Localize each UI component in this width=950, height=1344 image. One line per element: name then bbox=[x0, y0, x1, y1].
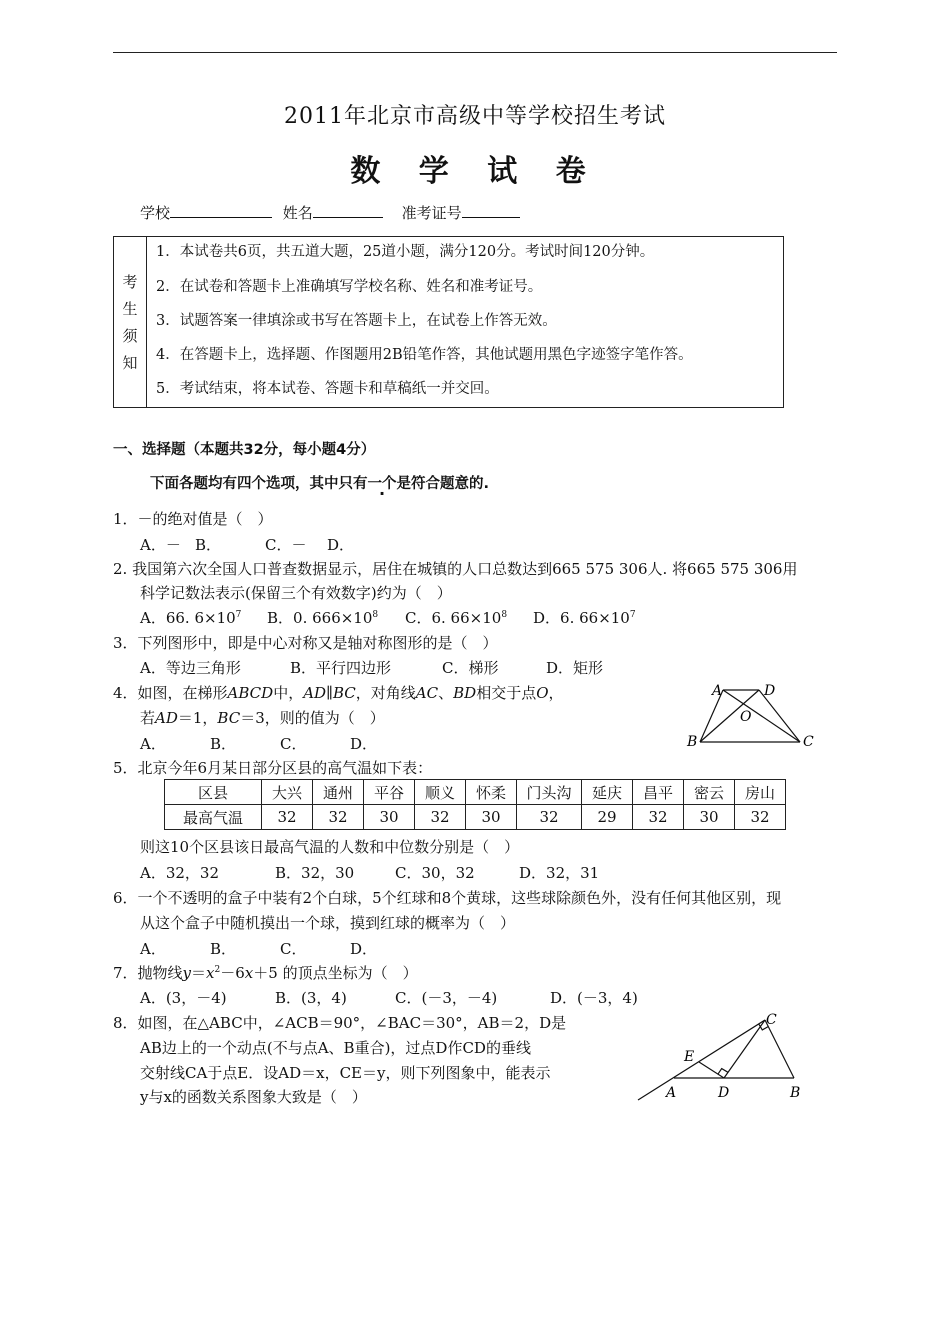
question-1-options bbox=[140, 534, 354, 555]
question-4-line2: 若AD＝1，BC＝3，则的值为（ ） bbox=[140, 709, 385, 727]
diagonal-ac bbox=[723, 690, 800, 742]
name-label: 姓名 bbox=[282, 204, 313, 222]
table-header-row: 区县 大兴 通州 平谷 顺义 怀柔 门头沟 延庆 昌平 密云 房山 bbox=[165, 780, 786, 805]
question-5-options bbox=[140, 862, 599, 883]
top-rule bbox=[113, 52, 837, 53]
option-d[interactable]: D．矩形 bbox=[546, 659, 604, 677]
label-a: A bbox=[712, 683, 723, 699]
option-c[interactable]: C．6. $66\times 10^8$ bbox=[405, 609, 508, 627]
option-c[interactable]: C．30，32 bbox=[395, 864, 475, 882]
exam-title: 2011年北京市高级中等学校招生考试 bbox=[284, 104, 666, 129]
question-6-line2: 从这个盒子中随机摸出一个球，摸到红球的概率为（ ） bbox=[140, 914, 516, 932]
option-c[interactable]: C．梯形 bbox=[442, 659, 499, 677]
option-b[interactable]: B． bbox=[210, 940, 237, 958]
label-o: O bbox=[740, 709, 752, 725]
notice-item: 5．考试结束，将本试卷、答题卡和草稿纸一并交回。 bbox=[156, 381, 499, 397]
segment-cd bbox=[724, 1020, 765, 1078]
option-b[interactable]: B．32，30 bbox=[275, 864, 355, 882]
label-c: C bbox=[803, 734, 814, 750]
label-a: A bbox=[666, 1085, 677, 1101]
question-3-options bbox=[140, 657, 603, 678]
table-row: 最高气温 32 32 30 32 30 32 29 32 30 32 bbox=[165, 805, 786, 830]
exam-number-label: 准考证号 bbox=[401, 204, 462, 222]
label-d: D bbox=[764, 683, 776, 699]
question-8-line1: 8．如图，在△ABC中，∠ACB＝90°，∠BAC＝30°，AB＝2，D是 bbox=[113, 1014, 567, 1032]
notice-item: 3．试题答案一律填涂或书写在答题卡上，在试卷上作答无效。 bbox=[156, 313, 557, 329]
school-label: 学校 bbox=[140, 204, 171, 222]
ray-ca bbox=[638, 1020, 765, 1100]
option-a[interactable]: A．32，32 bbox=[140, 864, 220, 882]
option-b[interactable]: B．平行四边形 bbox=[290, 659, 392, 677]
option-c[interactable]: C．－ bbox=[265, 536, 307, 554]
question-4-line1: 4．如图，在梯形ABCD中，AD∥BC，对角线AC、BD相交于点O， bbox=[113, 684, 564, 702]
label-e: E bbox=[684, 1049, 695, 1065]
segment-cb bbox=[765, 1020, 794, 1078]
label-d: D bbox=[718, 1085, 730, 1101]
paper-title: 数 学 试 卷 bbox=[350, 154, 600, 189]
option-a[interactable]: A．66. $6\times 10^7$ bbox=[140, 609, 242, 627]
label-c: C bbox=[766, 1012, 777, 1028]
option-a[interactable]: A． bbox=[140, 940, 166, 958]
question-5-stem: 5．北京今年6月某日部分区县的高气温如下表： bbox=[113, 759, 433, 777]
question-4-options bbox=[140, 733, 377, 754]
question-2-options bbox=[140, 607, 636, 628]
question-1-stem: 1．－的绝对值是（ ） bbox=[113, 510, 273, 528]
option-a[interactable]: A．等边三角形 bbox=[140, 659, 241, 677]
option-b[interactable]: B．(3，4) bbox=[275, 989, 347, 1007]
question-6-options bbox=[140, 938, 377, 959]
question-2-line1: 2. 我国第六次全国人口普查数据显示，居住在城镇的人口总数达到665 575 306人. 将665 575 306用 bbox=[113, 560, 798, 578]
name-field[interactable] bbox=[313, 203, 383, 218]
question-6-line1: 6．一个不透明的盒子中装有2个白球，5个红球和8个黄球，这些球除颜色外，没有任何其他区别，现 bbox=[113, 889, 782, 907]
right-angle-d bbox=[718, 1069, 728, 1075]
notice-item: 4．在答题卡上，选择题、作图题用2B铅笔作答，其他试题用黑色字迹签字笔作答。 bbox=[156, 347, 693, 363]
candidate-notice-box bbox=[113, 236, 784, 408]
option-b[interactable]: B．0. $666\times 10^8$ bbox=[267, 609, 379, 627]
question-3-stem: 3．下列图形中，即是中心对称又是轴对称图形的是（ ） bbox=[113, 634, 498, 652]
section-instruction: 下面各题均有四个选项，其中只有一个是符合题意的. bbox=[150, 476, 490, 492]
candidate-fields bbox=[140, 202, 526, 223]
question-5-after: 则这10个区县该日最高气温的人数和中位数分别是（ ） bbox=[140, 838, 520, 856]
option-c[interactable]: C． bbox=[280, 735, 307, 753]
option-c[interactable]: C．(－3，－4) bbox=[395, 989, 498, 1007]
option-d[interactable]: D．(－3，4) bbox=[550, 989, 638, 1007]
question-8-line3: 交射线CA于点E．设AD＝x，CE＝y，则下列图象中，能表示 bbox=[140, 1064, 551, 1082]
question-8-line4: y与x的函数关系图象大致是（ ） bbox=[140, 1088, 367, 1106]
question-7-stem: 7．抛物线$y=x^2-6x+5$ 的顶点坐标为（ ） bbox=[113, 964, 418, 982]
temperature-table bbox=[164, 779, 786, 830]
option-b[interactable]: B． bbox=[210, 735, 237, 753]
section-title: 一、选择题（本题共32分，每小题4分） bbox=[113, 442, 376, 458]
question-2-line2: 科学记数法表示(保留三个有效数字)约为（ ） bbox=[140, 584, 452, 602]
question-8-line2: AB边上的一个动点(不与点A、B重合)，过点D作CD的垂线 bbox=[140, 1039, 531, 1057]
notice-item: 1．本试卷共6页，共五道大题，25道小题，满分120分。考试时间120分钟。 bbox=[156, 244, 655, 260]
label-b: B bbox=[687, 734, 698, 750]
exam-number-field[interactable] bbox=[462, 203, 520, 218]
option-a[interactable]: A． bbox=[140, 735, 166, 753]
notice-side-label: 考 生 须 知 bbox=[114, 237, 147, 407]
option-d[interactable]: D．32，31 bbox=[519, 864, 600, 882]
option-d[interactable]: D． bbox=[327, 536, 355, 554]
question-7-options bbox=[140, 987, 638, 1008]
notice-item: 2．在试卷和答题卡上准确填写学校名称、姓名和准考证号。 bbox=[156, 279, 543, 295]
option-d[interactable]: D．6. $66\times 10^7$ bbox=[533, 609, 636, 627]
option-a[interactable]: A．－ bbox=[140, 536, 181, 554]
option-d[interactable]: D． bbox=[350, 735, 378, 753]
triangle-figure bbox=[630, 1008, 810, 1106]
label-b: B bbox=[790, 1085, 801, 1101]
trapezoid-figure bbox=[680, 680, 820, 752]
option-c[interactable]: C． bbox=[280, 940, 307, 958]
option-b[interactable]: B． bbox=[195, 536, 222, 554]
school-field[interactable] bbox=[170, 203, 272, 218]
option-a[interactable]: A．(3，－4) bbox=[140, 989, 227, 1007]
option-d[interactable]: D． bbox=[350, 940, 378, 958]
